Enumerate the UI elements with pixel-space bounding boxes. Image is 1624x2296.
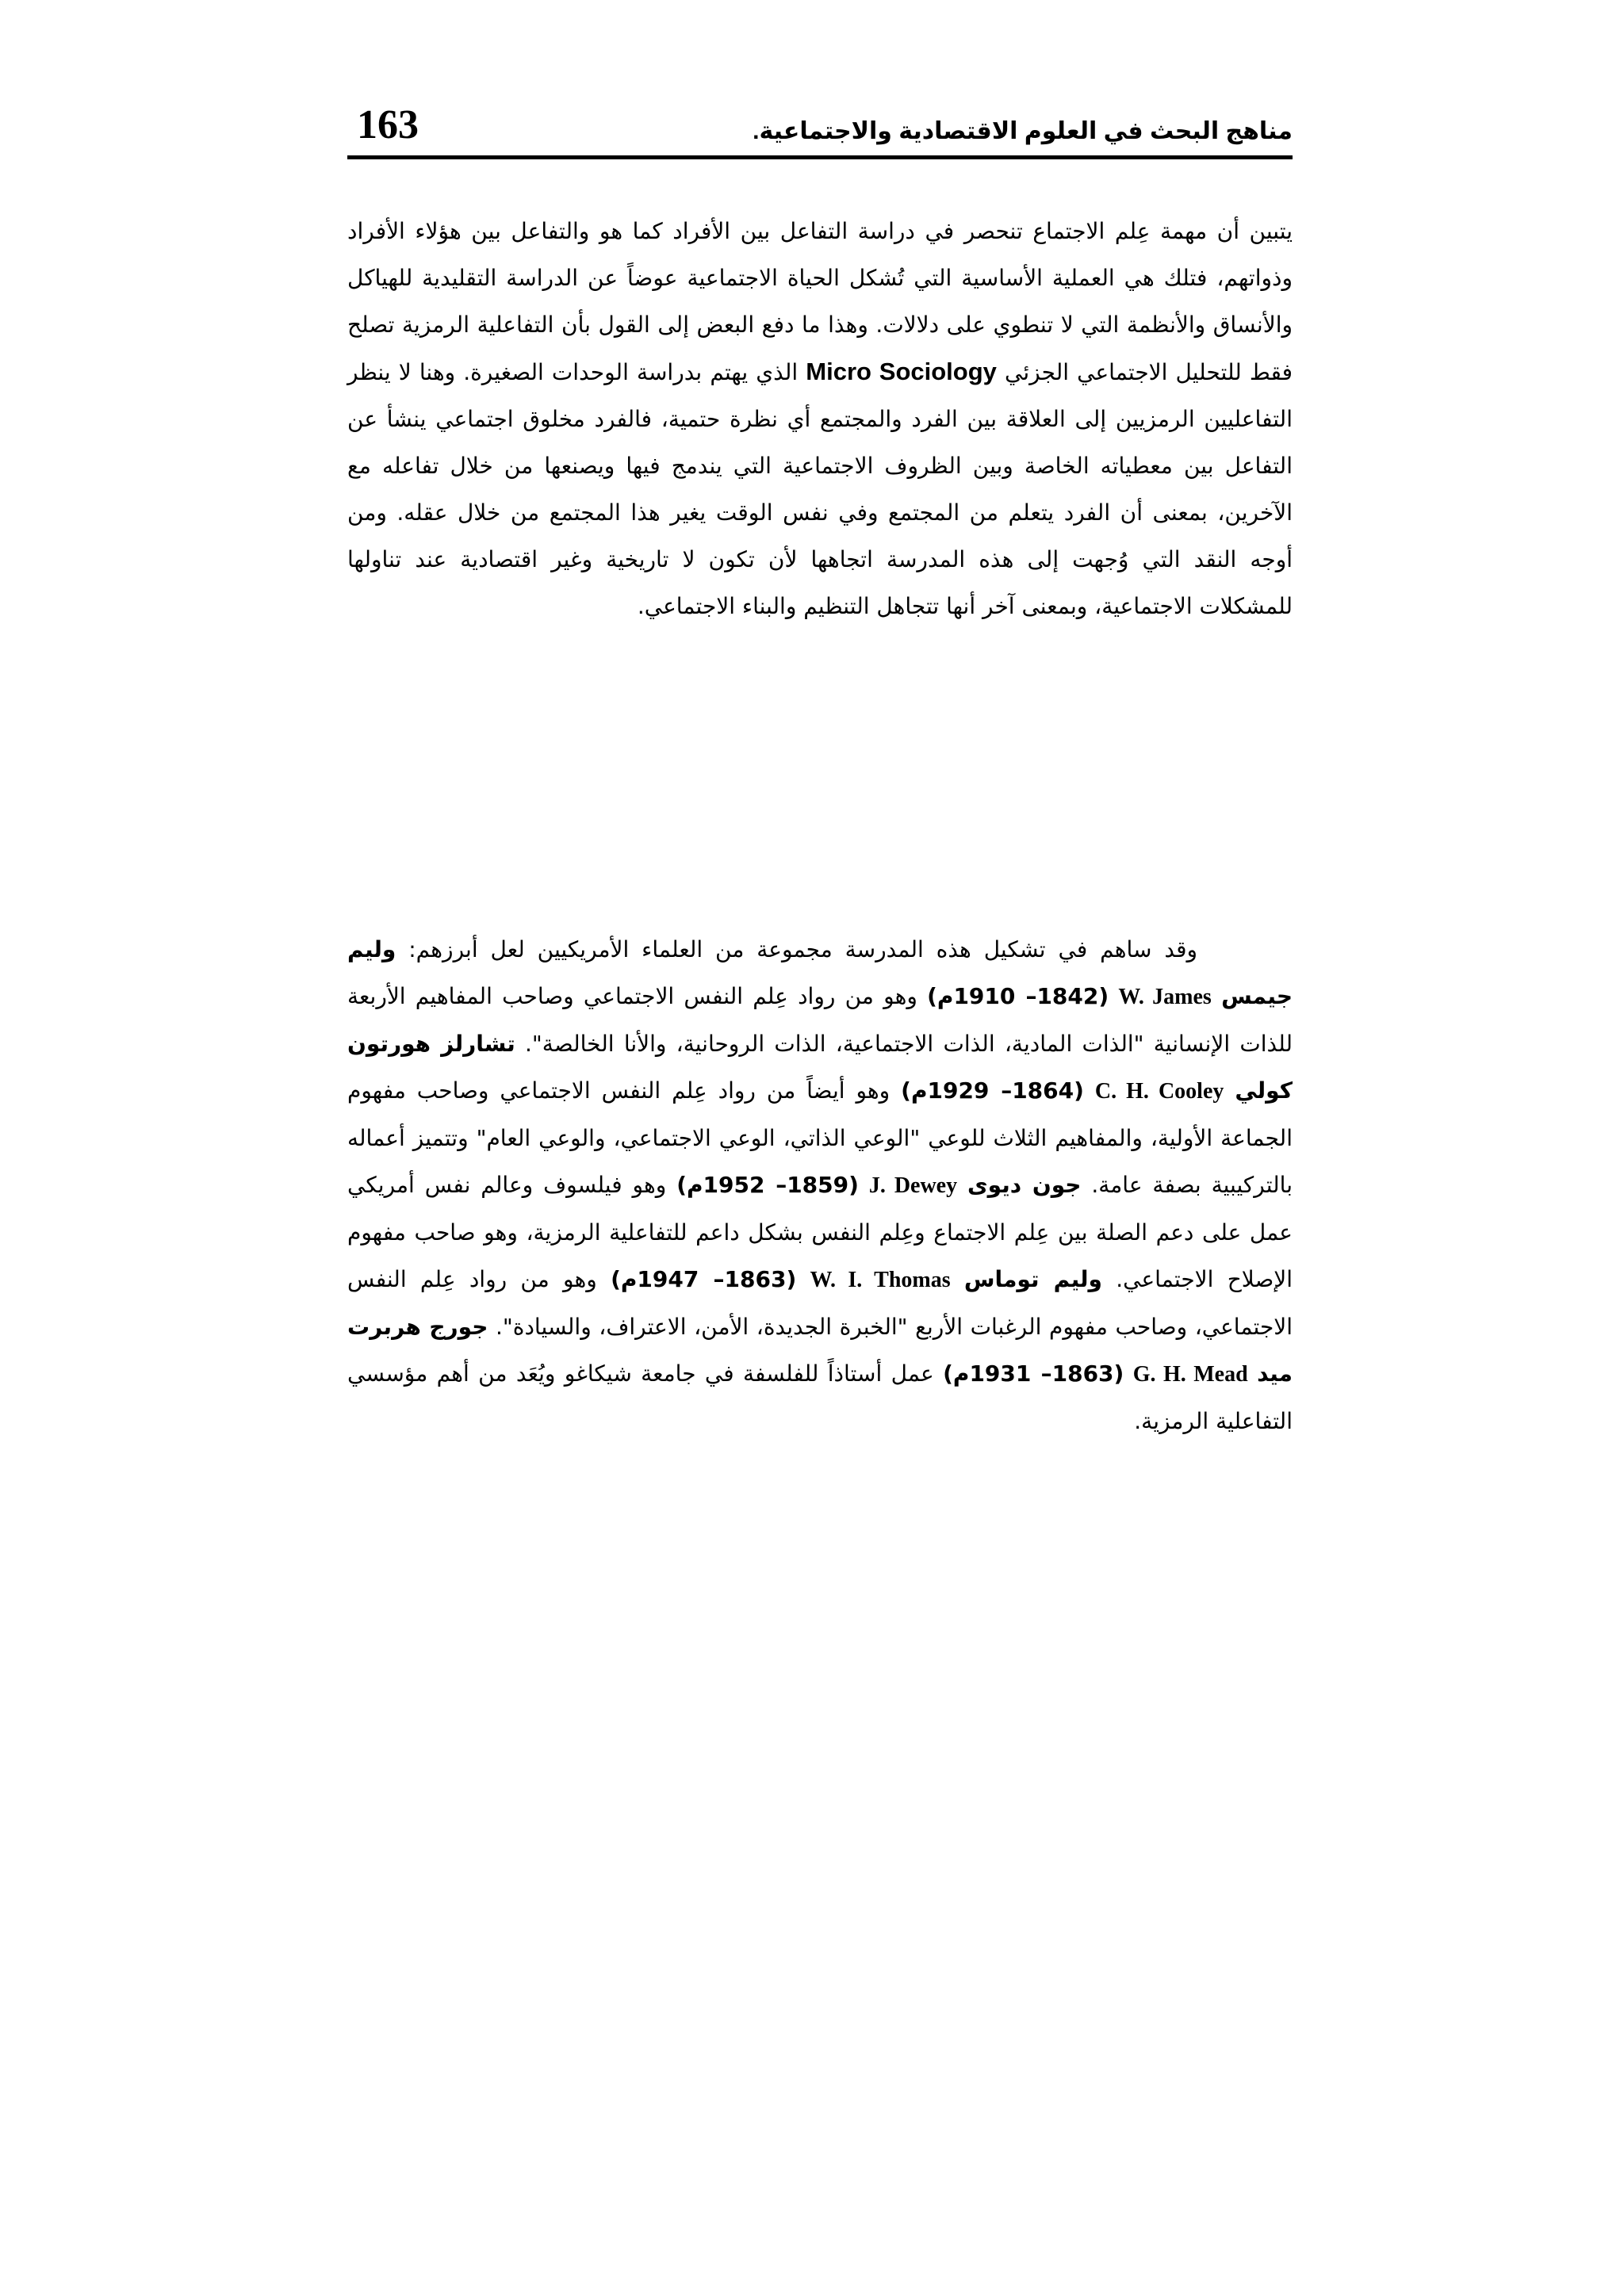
dates-dewey: (1859– 1952م) (676, 1172, 859, 1198)
running-title: مناهج البحث في العلوم الاقتصادية والاجتماعية. (753, 118, 1293, 144)
text-thomas: وهو من رواد عِلم النفس الاجتماعي، وصاحب مفهوم الرغبات الأربع "الخبرة الجديدة، الأمن، الاعتراف، والسيادة". (347, 1266, 1293, 1340)
text-cooley: وهو أيضاً من رواد عِلم النفس الاجتماعي وصاحب مفهوم الجماعة الأولية، والمفاهيم الثلاث للوعي "الوعي الذاتي، الوعي الاجتماعي، والوعي العام" وتتميز أعماله بالتركيبية بصفة عامة. (347, 1077, 1293, 1198)
name-thomas-latin: W. I. Thomas (810, 1268, 951, 1292)
header-divider (347, 155, 1293, 159)
dates-thomas: (1863– 1947م) (611, 1266, 797, 1292)
name-dewey-arabic: جون ديوى (967, 1172, 1082, 1198)
paragraph-1-text-b: الذي يهتم بدراسة الوحدات الصغيرة. وهنا لا ينظر التفاعليين الرمزيين إلى العلاقة بين الفرد والمجتمع أي نظرة حتمية، فالفرد مخلوق اجتماعي ينشأ عن التفاعل بين معطياته الخاصة وبين الظروف الاجتماعية التي يندمج فيها ويصنعها من خلال تفاعله مع الآخرين، بمعنى أن الفرد يتعلم من المجتمع وفي نفس الوقت يغير هذا المجتمع من خلال عقله. ومن أوجه النقد التي وُجهت إلى هذه المدرسة اتجاهها لأن تكون لا تاريخية وغير اقتصادية عند تناولها للمشكلات الاجتماعية، وبمعنى آخر أنها تتجاهل التنظيم والبناء الاجتماعي. (347, 359, 1293, 619)
dates-mead: (1863– 1931م) (943, 1360, 1124, 1387)
dates-cooley: (1864– 1929م) (901, 1077, 1084, 1104)
name-cooley-arabic: تشارلز هورتون كولي (347, 1031, 1293, 1104)
paragraph-2-intro: وقد ساهم في تشكيل هذه المدرسة مجموعة من العلماء الأمريكيين لعل أبرزهم: (408, 936, 1197, 962)
text-mead: عمل أستاذاً للفلسفة في جامعة شيكاغو ويُعَد من أهم مؤسسي التفاعلية الرمزية. (347, 1360, 1293, 1434)
dates-james: (1842– 1910م) (927, 983, 1109, 1009)
page-number: 163 (357, 102, 419, 147)
name-dewey-latin: J. Dewey (868, 1173, 958, 1198)
name-mead-latin: G. H. Mead (1132, 1362, 1248, 1387)
page-header (347, 94, 1293, 160)
text-james: وهو من رواد عِلم النفس الاجتماعي وصاحب المفاهيم الأربعة للذات الإنسانية "الذات المادية، الذات الاجتماعية، الذات الروحانية، والأنا الخالصة". (347, 983, 1293, 1057)
body-paragraph-2 (347, 926, 1293, 1445)
name-james-arabic: وليم جيمس (347, 936, 1293, 1009)
term-micro-sociology: Micro Sociology (806, 358, 997, 385)
text-dewey: وهو فيلسوف وعالم نفس أمريكي عمل على دعم الصلة بين عِلم الاجتماع وعِلم النفس بشكل داعم للتفاعلية الرمزية، وهو صاحب مفهوم الإصلاح الاجتماعي. (347, 1172, 1293, 1292)
name-thomas-arabic: وليم توماس (963, 1266, 1102, 1292)
body-paragraph-1 (347, 208, 1293, 629)
name-mead-arabic: جورج هربرت ميد (347, 1314, 1293, 1387)
name-cooley-latin: C. H. Cooley (1094, 1079, 1224, 1104)
paragraph-1-text-a: يتبين أن مهمة عِلم الاجتماع تنحصر في دراسة التفاعل بين الأفراد كما هو والتفاعل بين هؤلاء الأفراد وذواتهم، فتلك هي العملية الأساسية التي تُشكل الحياة الاجتماعية عوضاً عن الدراسة التقليدية للهياكل والأنساق والأنظمة التي لا تنطوي على دلالات. وهذا ما دفع البعض إلى القول بأن التفاعلية الرمزية تصلح فقط للتحليل الاجتماعي الجزئي (347, 218, 1293, 385)
name-james-latin: W. James (1118, 985, 1212, 1009)
